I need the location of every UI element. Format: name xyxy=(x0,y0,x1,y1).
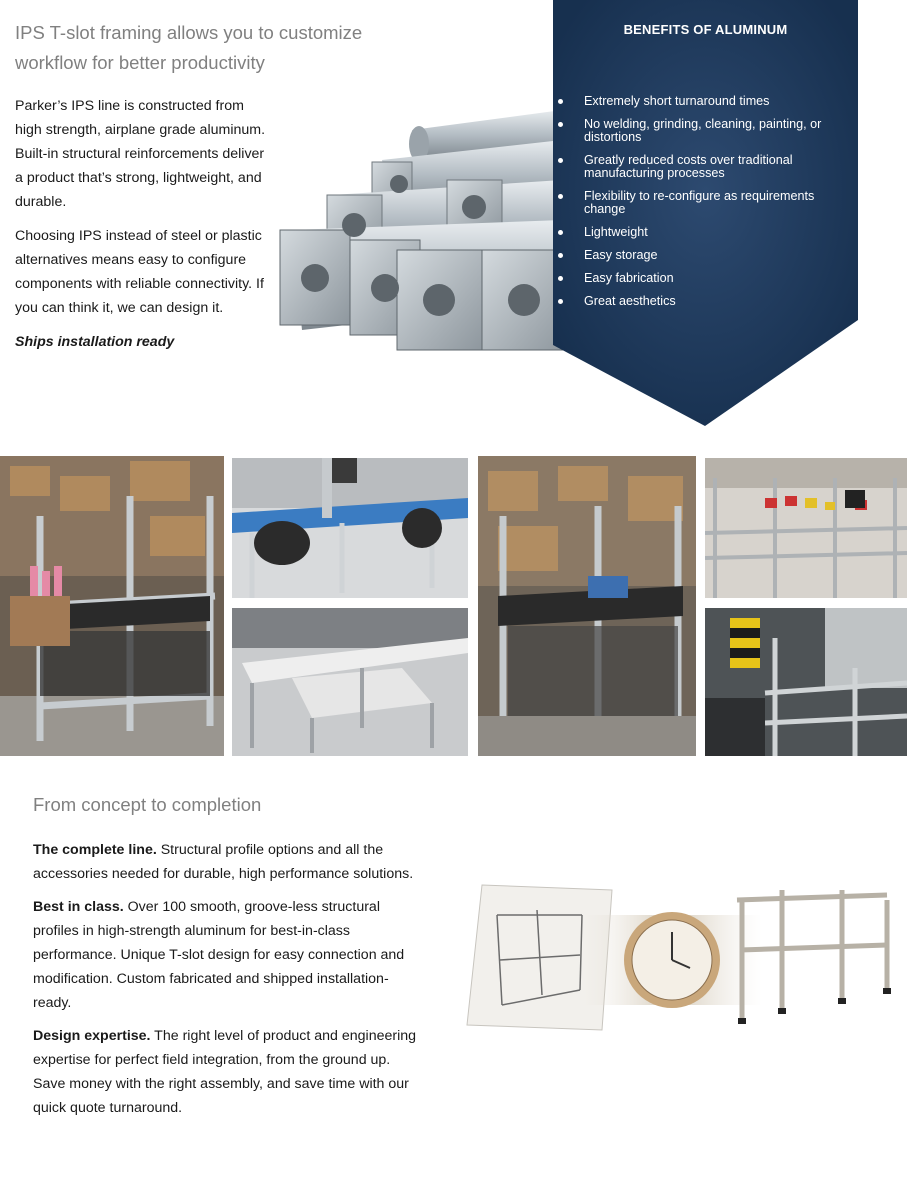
benefit-text: Extremely short turnaround times xyxy=(584,94,770,108)
benefit-item xyxy=(553,154,853,180)
photo-packing-workstation xyxy=(0,456,224,756)
ships-installation-ready: Ships installation ready xyxy=(15,334,175,350)
benefits-title: BENEFITS OF ALUMINUM xyxy=(623,22,788,37)
page-headline: IPS T-slot framing allows you to customize workflow for better productivity xyxy=(15,22,363,73)
bullet-icon xyxy=(558,276,563,281)
text-best-in-class: Over 100 smooth, groove-less structural profiles in high-strength aluminum for best-in-class performance. Unique T-slot design for easy connection and modification. Custom fabricated and shipped installation-ready. xyxy=(33,899,405,1011)
bullet-icon xyxy=(558,299,563,304)
photo-l-shaped-workbench xyxy=(232,608,468,756)
photo-shipping-station xyxy=(478,456,696,756)
benefit-text: Great aesthetics xyxy=(584,294,676,308)
concept-to-completion-image xyxy=(462,880,902,1040)
benefit-text: Lightweight xyxy=(584,225,648,239)
bullet-icon xyxy=(558,230,563,235)
benefit-text: No welding, grinding, cleaning, painting, or distortions xyxy=(584,117,822,144)
benefit-text: Greatly reduced costs over traditional manufacturing processes xyxy=(584,153,793,180)
benefits-list xyxy=(553,95,853,318)
intro-paragraph-2: Choosing IPS instead of steel or plastic alternatives means easy to configure components with reliable connectivity. If you can think it, we can design it. xyxy=(15,228,264,316)
intro-text xyxy=(15,94,265,364)
bullet-icon xyxy=(558,99,563,104)
bullet-icon xyxy=(558,122,563,127)
photo-office-workstations xyxy=(232,458,468,598)
lead-complete-line: The complete line. xyxy=(33,842,157,858)
text-complete-line: Structural profile options and all the accessories needed for durable, high performance solutions. xyxy=(33,842,414,882)
aluminum-profiles-image xyxy=(272,100,572,360)
paragraph-design-expertise xyxy=(33,1024,418,1120)
bullet-icon xyxy=(558,194,563,199)
benefit-item xyxy=(553,295,853,308)
benefit-text: Easy storage xyxy=(584,248,658,262)
paragraph-complete-line xyxy=(33,838,418,886)
photo-industrial-cell xyxy=(705,608,907,756)
benefit-text: Easy fabrication xyxy=(584,271,674,285)
benefits-panel xyxy=(553,0,858,426)
benefit-item xyxy=(553,118,853,144)
lead-best-in-class: Best in class. xyxy=(33,899,124,915)
paragraph-best-in-class xyxy=(33,895,418,1015)
section-heading: From concept to completion xyxy=(33,794,262,815)
photo-assembly-line-benches xyxy=(705,458,907,598)
benefit-item xyxy=(553,95,853,108)
body-text xyxy=(33,838,418,1129)
benefit-item xyxy=(553,190,853,216)
benefit-item xyxy=(553,249,853,262)
bullet-icon xyxy=(558,158,563,163)
text-design-expertise: The right level of product and engineering expertise for perfect field integration, from the ground up. Save money with the right assembly, and save time with our quick quote turnaround. xyxy=(33,1028,417,1116)
benefit-item xyxy=(553,226,853,239)
lead-design-expertise: Design expertise. xyxy=(33,1028,151,1044)
bullet-icon xyxy=(558,253,563,258)
intro-paragraph-1: Parker’s IPS line is constructed from high strength, airplane grade aluminum. Built-in structural reinforcements deliver a product that’s strong, lightweight, and durable. xyxy=(15,98,266,210)
benefit-item xyxy=(553,272,853,285)
benefit-text: Flexibility to re-configure as requirements change xyxy=(584,189,815,216)
